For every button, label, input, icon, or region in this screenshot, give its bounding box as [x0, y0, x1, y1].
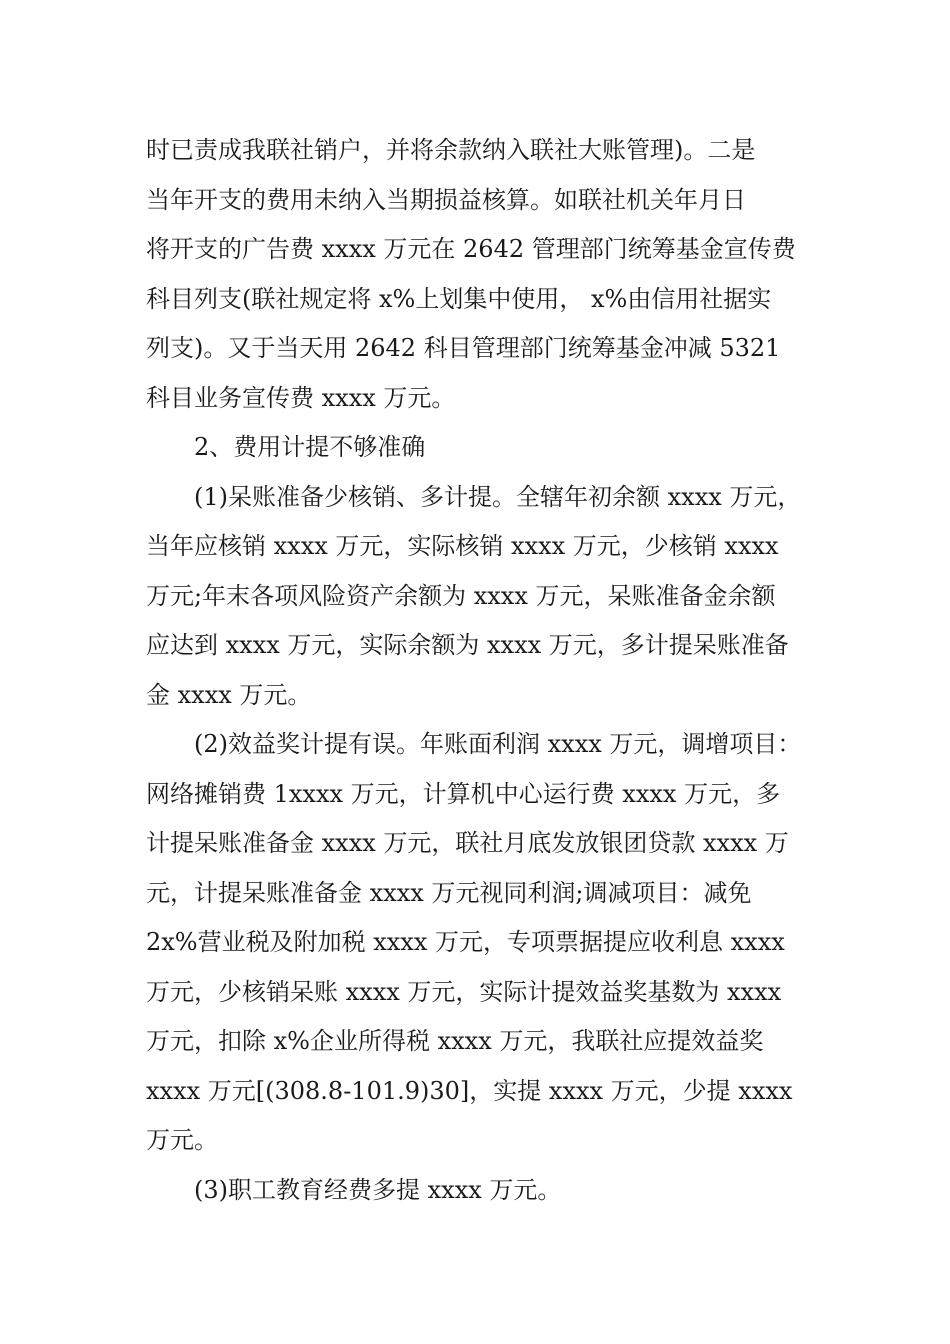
text-line: 科目列支(联社规定将 x%上划集中使用， x%由信用社据实	[146, 284, 772, 313]
paragraph-bad-debt-reserve	[146, 473, 826, 721]
text-line: 将开支的广告费 xxxx 万元在 2642 管理部门统筹基金宣传费	[146, 235, 796, 263]
text-line: 万元。	[146, 1126, 218, 1154]
text-line: 当年开支的费用未纳入当期损益核算。如联社机关年月日	[146, 185, 746, 214]
text-line: 金 xxxx 万元。	[146, 680, 312, 709]
text-line: xxxx 万元[(308.8-101.9)30]，实提 xxxx 万元，少提 xxxx	[146, 1076, 793, 1105]
text-line: 2、费用计提不够准确	[194, 433, 426, 461]
paragraph-performance-bonus	[146, 720, 826, 1166]
text-line: 网络摊销费 1xxxx 万元，计算机中心运行费 xxxx 万元，多	[146, 779, 781, 808]
text-line: 时已责成我联社销户，并将余款纳入联社大账管理)。二是	[146, 136, 756, 164]
text-line: 万元，少核销呆账 xxxx 万元，实际计提效益奖基数为 xxxx	[146, 977, 782, 1006]
text-line: 万元;年末各项风险资产余额为 xxxx 万元，呆账准备金余额	[146, 581, 776, 610]
section-heading-expense-provision	[146, 423, 826, 473]
text-line: (2)效益奖计提有误。年账面利润 xxxx 万元，调增项目：	[194, 730, 802, 758]
text-line: 应达到 xxxx 万元，实际余额为 xxxx 万元，多计提呆账准备	[146, 631, 789, 659]
paragraph-expense-accounting	[146, 126, 826, 423]
text-line: 计提呆账准备金 xxxx 万元，联社月底发放银团贷款 xxxx 万	[146, 829, 789, 857]
text-line: (1)呆账准备少核销、多计提。全辖年初余额 xxxx 万元，	[194, 482, 802, 511]
text-line: 万元，扣除 x%企业所得税 xxxx 万元，我联社应提效益奖	[146, 1027, 764, 1055]
text-line: 2x%营业税及附加税 xxxx 万元，专项票据提应收利息 xxxx	[146, 928, 785, 956]
text-line: (3)职工教育经费多提 xxxx 万元。	[194, 1175, 562, 1204]
document-body	[146, 126, 826, 1215]
paragraph-staff-education	[146, 1166, 826, 1216]
text-line: 当年应核销 xxxx 万元，实际核销 xxxx 万元，少核销 xxxx	[146, 532, 779, 560]
text-line: 元，计提呆账准备金 xxxx 万元视同利润;调减项目：减免	[146, 878, 752, 907]
text-line: 科目业务宣传费 xxxx 万元。	[146, 383, 456, 412]
text-line: 列支)。又于当天用 2642 科目管理部门统筹基金冲减 5321	[146, 334, 781, 362]
